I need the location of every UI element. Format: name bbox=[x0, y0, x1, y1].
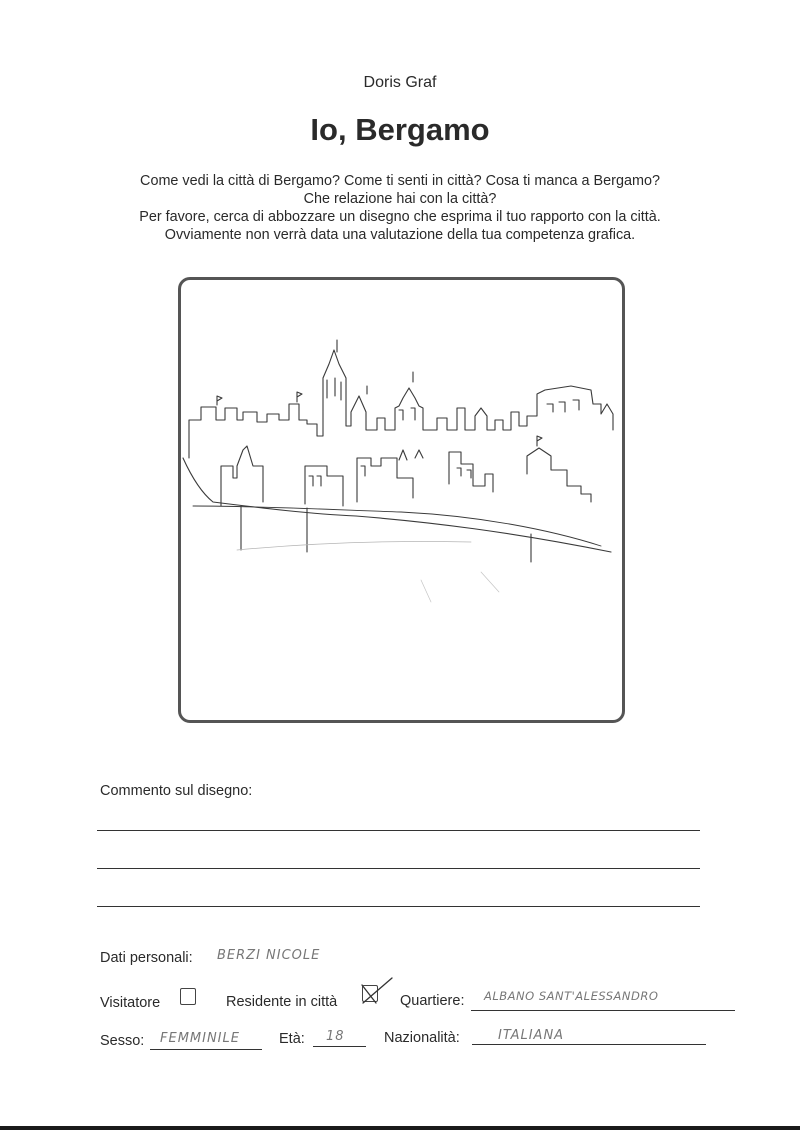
checkmark-icon bbox=[361, 976, 395, 1006]
quartiere-line bbox=[471, 1010, 735, 1011]
comment-line-1[interactable] bbox=[97, 830, 700, 831]
drawing-frame bbox=[178, 277, 625, 723]
intro-questions bbox=[0, 172, 800, 244]
residente-checkbox[interactable] bbox=[362, 985, 378, 1002]
visitatore-checkbox[interactable] bbox=[180, 988, 196, 1005]
comment-label: Commento sul disegno: bbox=[100, 783, 253, 799]
nazionalita-value[interactable]: ITALIANA bbox=[498, 1028, 565, 1043]
nazionalita-line bbox=[472, 1044, 706, 1045]
comment-line-2[interactable] bbox=[97, 868, 700, 869]
comment-line-3[interactable] bbox=[97, 906, 700, 907]
skyline-front-row bbox=[221, 446, 591, 506]
quartiere-label: Quartiere: bbox=[400, 993, 465, 1009]
intro-line: Che relazione hai con la città? bbox=[303, 191, 497, 207]
author-name: Doris Graf bbox=[363, 74, 437, 91]
scan-edge bbox=[0, 1126, 800, 1130]
intro-line: Ovviamente non verrà data una valutazione della tua competenza grafica. bbox=[164, 227, 636, 243]
dati-personali-label: Dati personali: bbox=[100, 950, 193, 966]
eta-line bbox=[313, 1046, 366, 1047]
sesso-label: Sesso: bbox=[100, 1033, 145, 1049]
quartiere-value[interactable]: ALBANO SANT'ALESSANDRO bbox=[484, 989, 659, 1003]
eta-value[interactable]: 18 bbox=[326, 1029, 345, 1044]
sesso-line bbox=[150, 1049, 262, 1050]
residente-label: Residente in città bbox=[226, 994, 338, 1010]
eta-label: Età: bbox=[279, 1031, 305, 1047]
nazionalita-label: Nazionalità: bbox=[384, 1030, 460, 1046]
city-skyline-sketch bbox=[181, 280, 622, 720]
visitatore-label: Visitatore bbox=[100, 995, 161, 1011]
page-title: Io, Bergamo bbox=[310, 112, 490, 147]
intro-line: Come vedi la città di Bergamo? Come ti senti in città? Cosa ti manca a Bergamo? bbox=[140, 173, 660, 189]
intro-line: Per favore, cerca di abbozzare un disegno che esprima il tuo rapporto con la città. bbox=[139, 209, 661, 225]
dati-personali-value[interactable]: BERZI NICOLE bbox=[217, 948, 321, 963]
sesso-value[interactable]: FEMMINILE bbox=[160, 1031, 240, 1046]
